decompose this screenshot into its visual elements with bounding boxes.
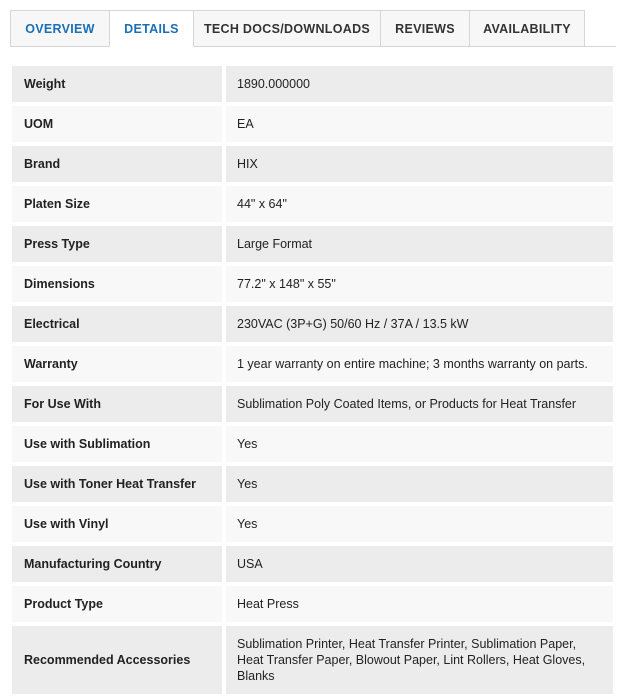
- spec-label: Use with Sublimation: [12, 426, 222, 462]
- spec-value: 1890.000000: [226, 66, 613, 102]
- tab-details[interactable]: DETAILS: [109, 10, 194, 47]
- spec-value: EA: [226, 106, 613, 142]
- spec-row-use-with-vinyl: [12, 506, 613, 542]
- spec-value: 230VAC (3P+G) 50/60 Hz / 37A / 13.5 kW: [226, 306, 613, 342]
- spec-value: Yes: [226, 426, 613, 462]
- spec-value: 77.2" x 148" x 55": [226, 266, 613, 302]
- spec-row-warranty: [12, 346, 613, 382]
- spec-row-brand: [12, 146, 613, 182]
- spec-row-product-type: [12, 586, 613, 622]
- spec-row-for-use-with: [12, 386, 613, 422]
- spec-value: Heat Press: [226, 586, 613, 622]
- spec-row-platen-size: [12, 186, 613, 222]
- spec-row-manufacturing-country: [12, 546, 613, 582]
- spec-value: Sublimation Printer, Heat Transfer Printer, Sublimation Paper, Heat Transfer Paper, Blowout Paper, Lint Rollers, Heat Gloves, Blanks: [226, 626, 613, 694]
- spec-value: Yes: [226, 466, 613, 502]
- spec-label: Manufacturing Country: [12, 546, 222, 582]
- spec-row-electrical: [12, 306, 613, 342]
- spec-label: Use with Vinyl: [12, 506, 222, 542]
- spec-value: 1 year warranty on entire machine; 3 months warranty on parts.: [226, 346, 613, 382]
- spec-label: Dimensions: [12, 266, 222, 302]
- spec-row-weight: [12, 66, 613, 102]
- spec-row-use-with-toner-heat-transfer: [12, 466, 613, 502]
- spec-row-press-type: [12, 226, 613, 262]
- spec-label: UOM: [12, 106, 222, 142]
- spec-value: USA: [226, 546, 613, 582]
- spec-label: Press Type: [12, 226, 222, 262]
- specifications-table: [12, 66, 613, 698]
- tab-availability[interactable]: AVAILABILITY: [469, 10, 585, 46]
- spec-row-recommended-accessories: [12, 626, 613, 694]
- spec-value: Large Format: [226, 226, 613, 262]
- spec-row-use-with-sublimation: [12, 426, 613, 462]
- tab-tech-docs-downloads[interactable]: TECH DOCS/DOWNLOADS: [193, 10, 381, 46]
- spec-label: Weight: [12, 66, 222, 102]
- spec-row-dimensions: [12, 266, 613, 302]
- spec-row-uom: [12, 106, 613, 142]
- product-tabs: [10, 10, 616, 47]
- spec-label: Recommended Accessories: [12, 626, 222, 694]
- spec-label: Use with Toner Heat Transfer: [12, 466, 222, 502]
- spec-label: Product Type: [12, 586, 222, 622]
- spec-value: Yes: [226, 506, 613, 542]
- spec-value: HIX: [226, 146, 613, 182]
- spec-label: For Use With: [12, 386, 222, 422]
- spec-label: Warranty: [12, 346, 222, 382]
- spec-value: 44" x 64": [226, 186, 613, 222]
- tab-reviews[interactable]: REVIEWS: [380, 10, 470, 46]
- spec-label: Platen Size: [12, 186, 222, 222]
- spec-label: Electrical: [12, 306, 222, 342]
- tab-overview[interactable]: OVERVIEW: [10, 10, 110, 46]
- spec-value: Sublimation Poly Coated Items, or Products for Heat Transfer: [226, 386, 613, 422]
- spec-label: Brand: [12, 146, 222, 182]
